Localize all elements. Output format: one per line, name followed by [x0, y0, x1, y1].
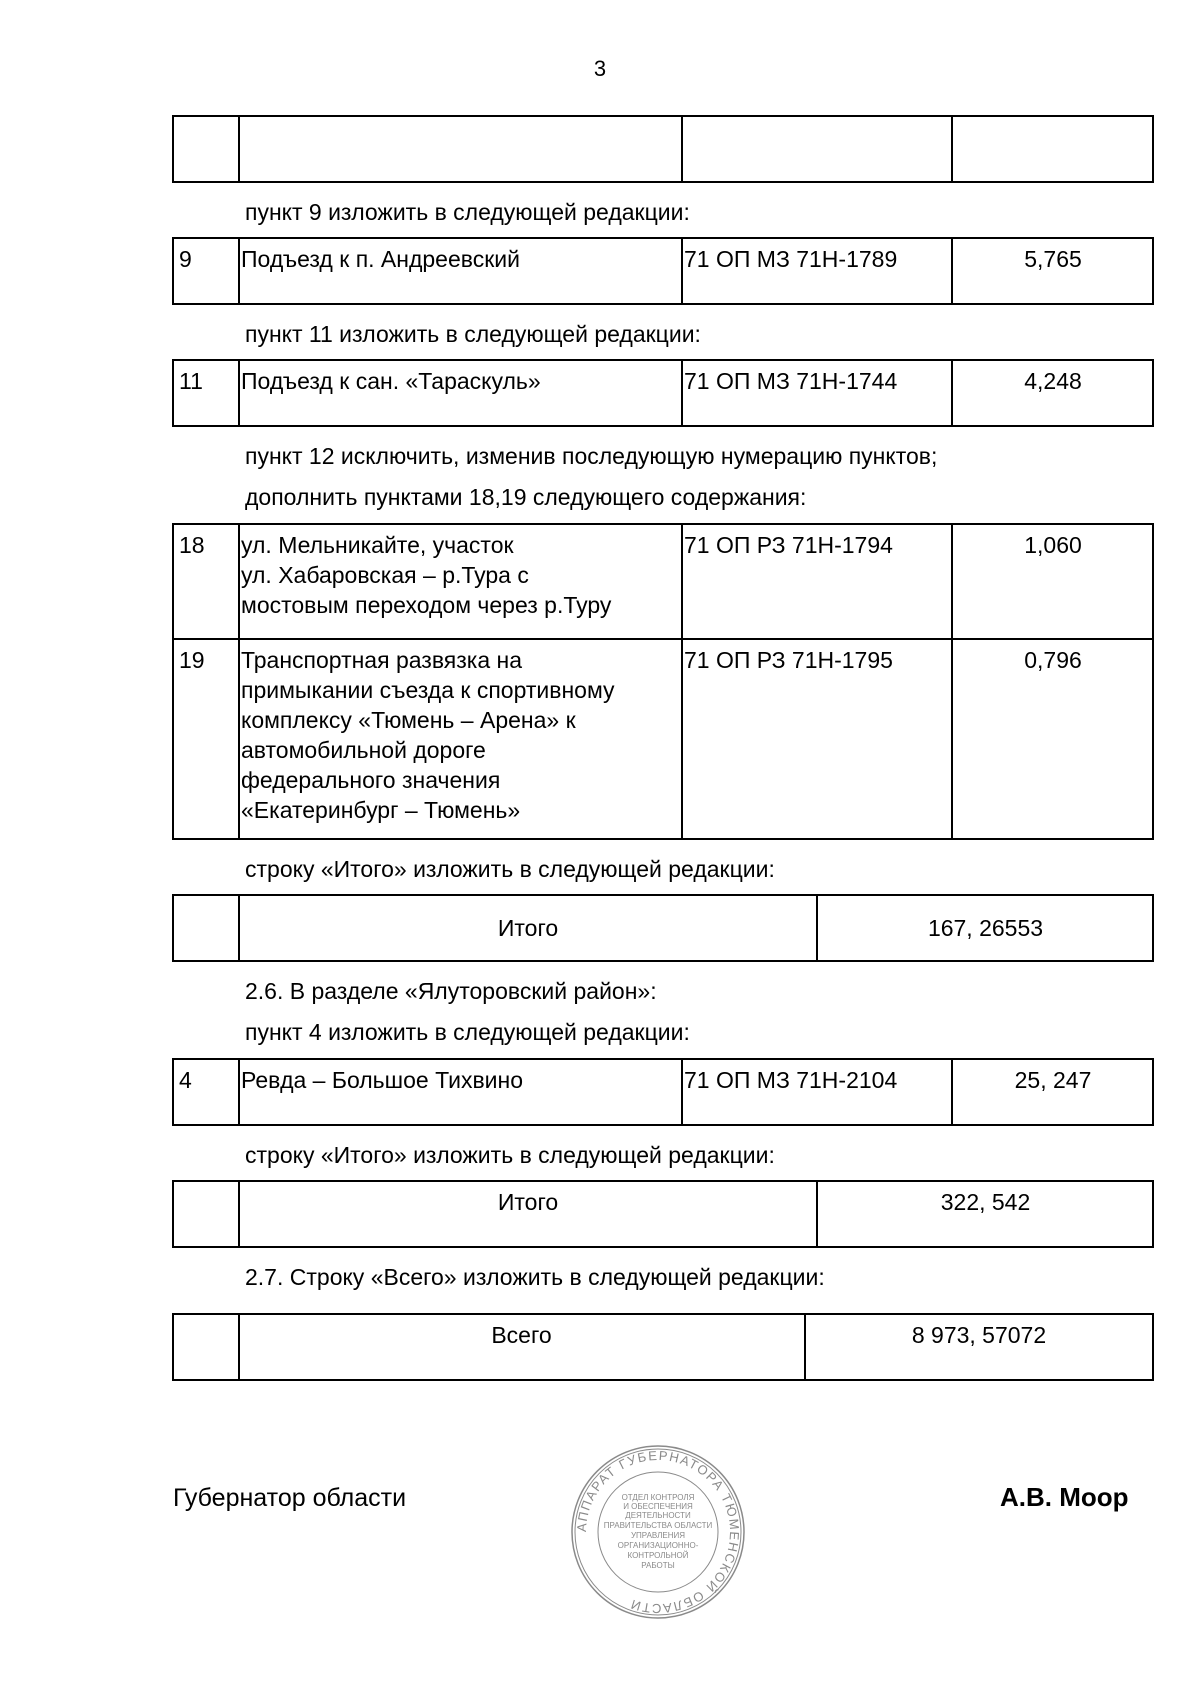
road-length: 25, 247 [1014, 1067, 1092, 1093]
row-number: 19 [179, 647, 205, 673]
road-name: Подъезд к сан. «Тараскуль» [241, 368, 541, 394]
road-name: ул. Мельникайте, участок ул. Хабаровская – р.Тура с мостовым переходом через р.Туру [241, 532, 612, 618]
svg-text:РАБОТЫ: РАБОТЫ [641, 1561, 675, 1570]
svg-text:ДЕЯТЕЛЬНОСТИ: ДЕЯТЕЛЬНОСТИ [625, 1511, 691, 1520]
svg-text:ПРАВИТЕЛЬСТВА ОБЛАСТИ: ПРАВИТЕЛЬСТВА ОБЛАСТИ [603, 1521, 713, 1530]
grand-total-value: 8 973, 57072 [911, 1322, 1047, 1348]
total-value: 167, 26553 [927, 915, 1044, 941]
table-row [172, 1058, 1154, 1126]
svg-text:ОРГАНИЗАЦИОННО-: ОРГАНИЗАЦИОННО- [617, 1541, 699, 1550]
page-number: 3 [593, 56, 607, 81]
road-length: 1,060 [1024, 532, 1082, 558]
table-fragment-empty [172, 115, 1154, 183]
grand-total-label: Всего [491, 1322, 552, 1348]
instruction-item-12: пункт 12 исключить, изменив последующую нумерацию пунктов; [245, 443, 938, 469]
total-row [172, 1180, 1154, 1248]
instruction-total-1: строку «Итого» изложить в следующей редакции: [245, 856, 775, 882]
svg-text:И ОБЕСПЕЧЕНИЯ: И ОБЕСПЕЧЕНИЯ [623, 1502, 693, 1511]
instruction-grand-total: 2.7. Строку «Всего» изложить в следующей редакции: [245, 1264, 825, 1290]
instruction-total-2: строку «Итого» изложить в следующей редакции: [245, 1142, 775, 1168]
instruction-item-4: пункт 4 изложить в следующей редакции: [245, 1019, 690, 1045]
total-label: Итого [497, 915, 559, 941]
road-code: 71 ОП МЗ 71Н-1744 [684, 368, 898, 394]
svg-text:КОНТРОЛЬНОЙ: КОНТРОЛЬНОЙ [627, 1551, 689, 1560]
grand-total-row [172, 1313, 1154, 1381]
road-length: 5,765 [1024, 246, 1082, 272]
instruction-item-11: пункт 11 изложить в следующей редакции: [245, 321, 701, 347]
road-code: 71 ОП МЗ 71Н-2104 [684, 1067, 898, 1093]
instruction-item-9: пункт 9 изложить в следующей редакции: [245, 199, 690, 225]
row-number: 4 [179, 1067, 192, 1093]
signatory-title: Губернатор области [173, 1484, 407, 1512]
road-name: Ревда – Большое Тихвино [241, 1067, 524, 1093]
road-name: Подъезд к п. Андреевский [241, 246, 520, 272]
table-rows-18-19 [172, 523, 1154, 840]
road-length: 4,248 [1024, 368, 1082, 394]
svg-text:ОТДЕЛ КОНТРОЛЯ: ОТДЕЛ КОНТРОЛЯ [621, 1493, 695, 1502]
road-code: 71 ОП РЗ 71Н-1794 [684, 532, 893, 558]
road-code: 71 ОП РЗ 71Н-1795 [684, 647, 893, 673]
total-label: Итого [497, 1189, 559, 1215]
total-row [172, 894, 1154, 962]
total-value: 322, 542 [940, 1189, 1031, 1215]
table-row [172, 359, 1154, 427]
row-number: 18 [179, 532, 205, 558]
road-name: Транспортная развязка на примыкании съезда к спортивному комплексу «Тюмень – Арена» к автомобильной дороге федерального значения «Екатеринбург – Тюмень» [241, 647, 615, 823]
row-number: 11 [179, 368, 203, 394]
instruction-items-18-19: дополнить пунктами 18,19 следующего содержания: [245, 484, 807, 510]
row-number: 9 [179, 246, 192, 272]
stamp-ring-text: АППАРАТ ГУБЕРНАТОРА ТЮМЕНСКОЙ ОБЛАСТИ [573, 1447, 743, 1617]
section-heading: 2.6. В разделе «Ялуторовский район»: [245, 978, 657, 1004]
stamp-seal [568, 1442, 748, 1622]
official-stamp [568, 1442, 748, 1627]
signatory-name: А.В. Моор [1000, 1482, 1129, 1512]
table-row [172, 237, 1154, 305]
road-code: 71 ОП МЗ 71Н-1789 [684, 246, 898, 272]
road-length: 0,796 [1024, 647, 1082, 673]
svg-text:УПРАВЛЕНИЯ: УПРАВЛЕНИЯ [630, 1531, 686, 1540]
